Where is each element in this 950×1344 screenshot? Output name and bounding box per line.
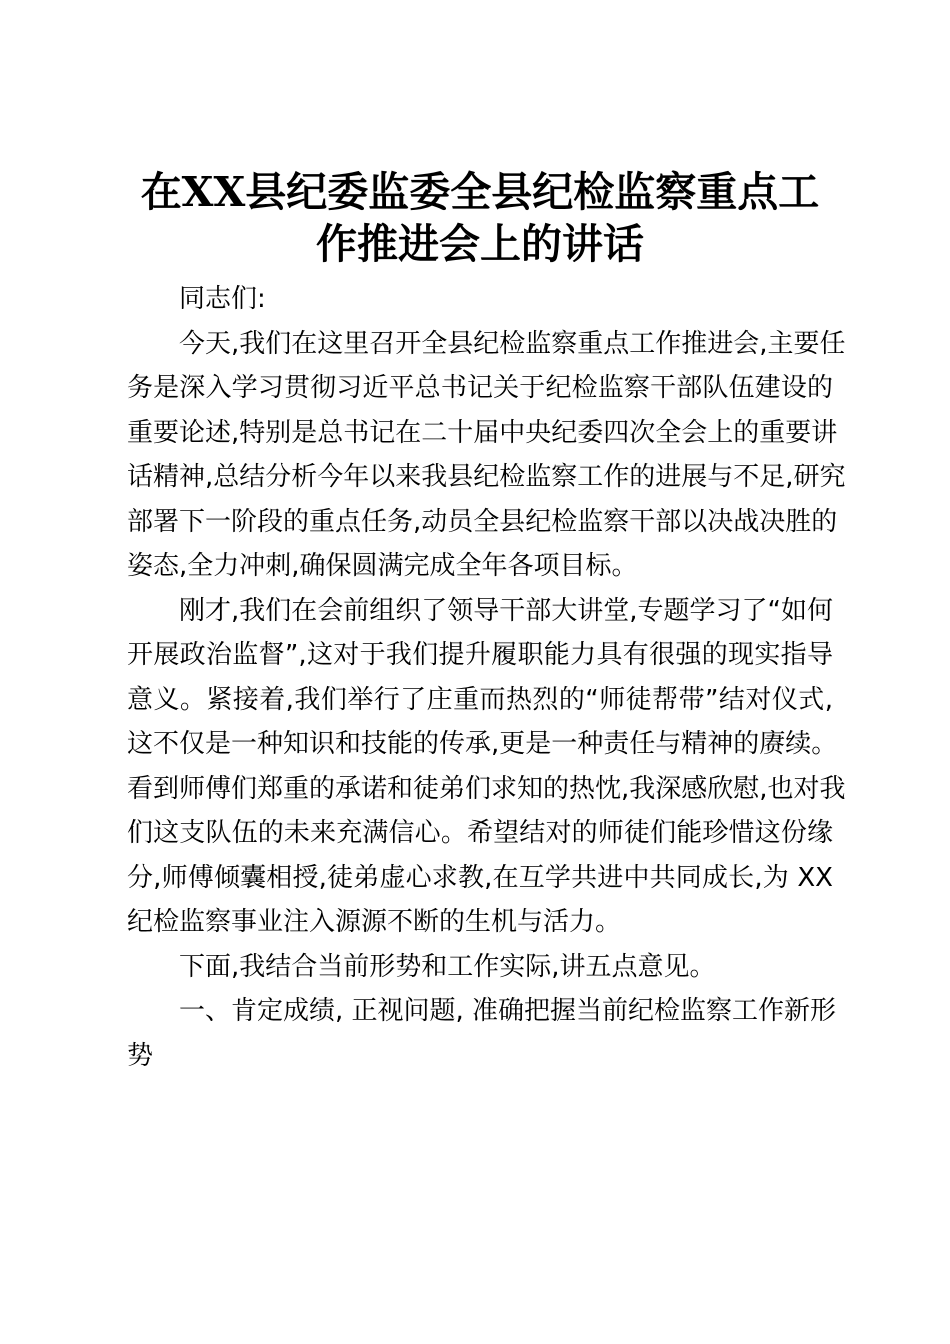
- text-line: 今天,我们在这里召开全县纪检监察重点工作推进会,主要任: [179, 328, 846, 359]
- text-line: 们这支队伍的未来充满信心。希望结对的师徒们能珍惜这份缘: [127, 818, 833, 848]
- document-title: [120, 166, 840, 270]
- text-line: 务是深入学习贯彻习近平总书记关于纪检监察干部队伍建设的: [127, 373, 833, 403]
- text-line: 纪检监察事业注入源源不断的生机与活力。: [127, 907, 622, 937]
- text-line: 意义。紧接着,我们举行了庄重而热烈的“师徒帮带”结对仪式,: [127, 684, 833, 715]
- title-line-1: 在XX县纪委监委全县纪检监察重点工: [140, 168, 820, 216]
- text-line: 重要论述,特别是总书记在二十届中央纪委四次全会上的重要讲: [127, 417, 838, 448]
- text-line: 刚才,我们在会前组织了领导干部大讲堂,专题学习了“如何: [179, 595, 833, 626]
- text-line: 同志们:: [179, 284, 266, 314]
- text-line: 看到师傅们郑重的承诺和徒弟们求知的热忱,我深感欣慰,也对我: [127, 773, 846, 804]
- paragraph: [127, 322, 846, 589]
- text-line: 势: [127, 1040, 154, 1071]
- text-line: 话精神,总结分析今年以来我县纪检监察工作的进展与不足,研究: [127, 462, 846, 492]
- text-line: 分,师傅倾囊相授,徒弟虚心求教,在互学共进中共同成长,为 XX: [127, 862, 833, 893]
- text-line: 这不仅是一种知识和技能的传承,更是一种责任与精神的赓续。: [127, 729, 838, 759]
- salutation: [127, 277, 833, 322]
- title-line-2: 作推进会上的讲话: [316, 220, 644, 268]
- text-line: 开展政治监督”,这对于我们提升履职能力具有很强的现实指导: [127, 640, 833, 670]
- text-line: 姿态,全力冲刺,确保圆满完成全年各项目标。: [127, 551, 638, 581]
- text-line: 一、肯定成绩, 正视问题, 准确把握当前纪检监察工作新形: [179, 996, 837, 1026]
- document-body: [127, 277, 846, 1078]
- text-line: 下面,我结合当前形势和工作实际,讲五点意见。: [179, 951, 716, 982]
- section-heading: [127, 989, 837, 1078]
- paragraph: [127, 945, 833, 990]
- paragraph: [127, 589, 846, 945]
- text-line: 部署下一阶段的重点任务,动员全县纪检监察干部以决战决胜的: [127, 506, 838, 537]
